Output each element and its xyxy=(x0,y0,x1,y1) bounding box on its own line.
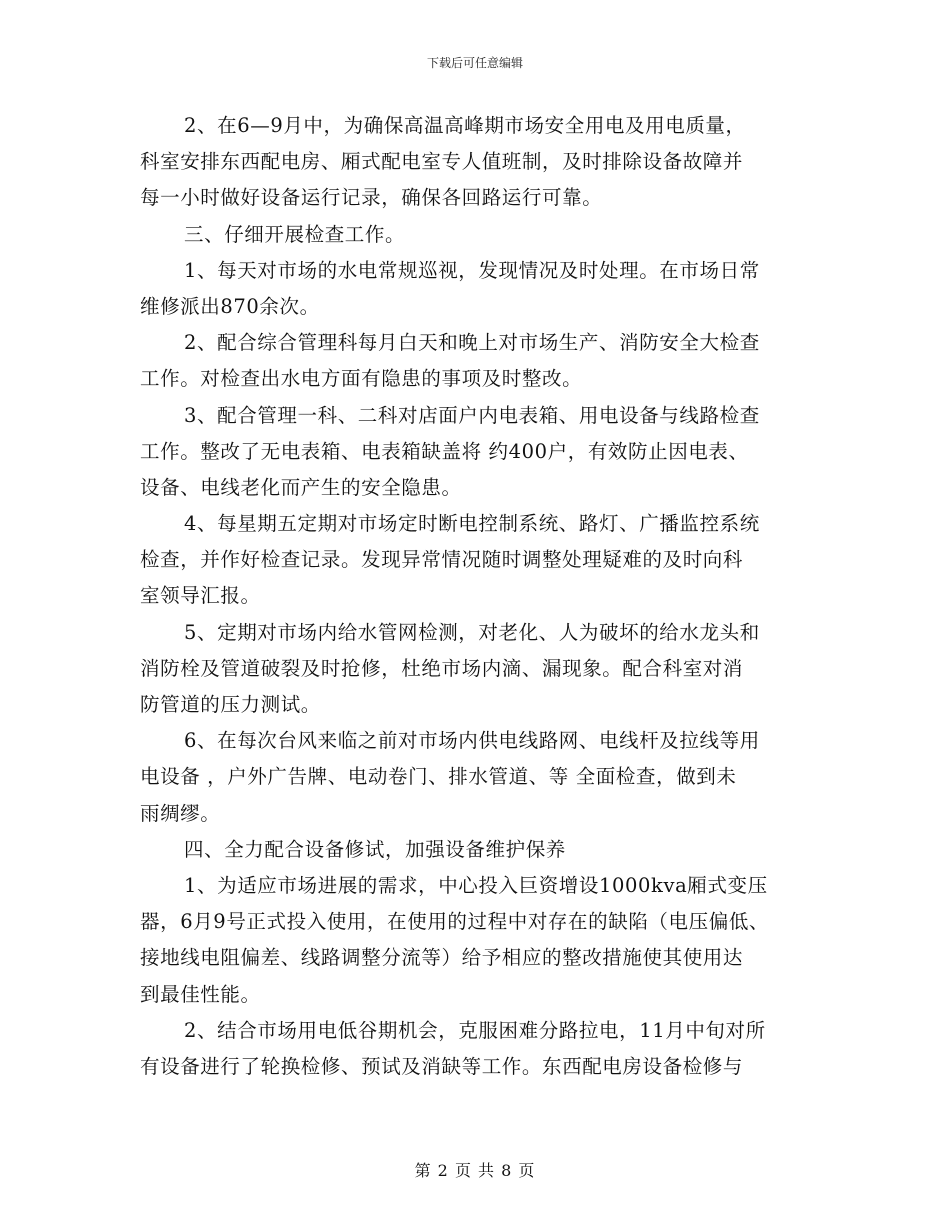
paragraph-line: 到最佳性能。 xyxy=(140,982,261,1006)
paragraph-line: 2、在6—9月中，为确保高温高峰期市场安全用电及用电质量， xyxy=(184,114,746,137)
paragraph-line: 雨绸缪。 xyxy=(140,801,221,825)
section-heading: 四、全力配合设备修试，加强设备维护保养 xyxy=(184,837,566,861)
paragraph-line: 检查，并作好检查记录。发现异常情况随时调整处理疑难的及时向科 xyxy=(140,548,744,572)
paragraph-line: 维修派出870余次。 xyxy=(140,294,320,318)
paragraph-line: 1、为适应市场进展的需求，中心投入巨资增设1000kva厢式变压 xyxy=(184,873,768,897)
paragraph-line: 消防栓及管道破裂及时抢修，杜绝市场内滴、漏现象。配合科室对消 xyxy=(140,656,744,680)
paragraph-line: 工作。整改了无电表箱、电表箱缺盖将 约400户，有效防止因电表、 xyxy=(140,439,749,463)
paragraph-line: 设备、电线老化而产生的安全隐患。 xyxy=(140,475,462,499)
paragraph-line: 1、每天对市场的水电常规巡视，发现情况及时处理。在市场日常 xyxy=(184,258,760,282)
paragraph-line: 5、定期对市场内给水管网检测，对老化、人为破坏的给水龙头和 xyxy=(184,620,760,644)
paragraph-line: 每一小时做好设备运行记录，确保各回路运行可靠。 xyxy=(140,186,603,210)
paragraph-line: 4、每星期五定期对市场定时断电控制系统、路灯、广播监控系统 xyxy=(184,512,760,536)
paragraph-line: 接地线电阻偏差、线路调整分流等）给予相应的整改措施使其使用达 xyxy=(140,946,744,970)
paragraph-line: 6、在每次台风来临之前对市场内供电线路网、电线杆及拉线等用 xyxy=(184,729,760,753)
page-number-footer: 第 2 页 共 8 页 xyxy=(414,1161,536,1180)
section-heading: 三、仔细开展检查工作。 xyxy=(184,222,406,246)
paragraph-line: 有设备进行了轮换检修、预试及消缺等工作。东西配电房设备检修与 xyxy=(140,1054,744,1078)
paragraph-line: 工作。对检查出水电方面有隐患的事项及时整改。 xyxy=(140,367,583,391)
paragraph-line: 器，6月9号正式投入使用，在使用的过程中对存在的缺陷（电压偏低、 xyxy=(140,910,770,934)
document-body xyxy=(140,108,820,1085)
paragraph-line: 2、配合综合管理科每月白天和晚上对市场生产、消防安全大检查 xyxy=(184,331,760,355)
paragraph-line: 防管道的压力测试。 xyxy=(140,693,321,716)
paragraph-line: 2、结合市场用电低谷期机会，克服困难分路拉电，11月中旬对所 xyxy=(184,1018,766,1042)
page-header: 下载后可任意编辑 xyxy=(426,56,523,70)
paragraph-line: 3、配合管理一科、二科对店面户内电表箱、用电设备与线路检查 xyxy=(184,403,760,427)
paragraph-line: 室领导汇报。 xyxy=(140,584,261,608)
paragraph-line: 电设备 ，户外广告牌、电动卷门、排水管道、等 全面检查，做到未 xyxy=(140,765,737,789)
paragraph-line: 科室安排东西配电房、厢式配电室专人值班制，及时排除设备故障并 xyxy=(140,150,744,174)
